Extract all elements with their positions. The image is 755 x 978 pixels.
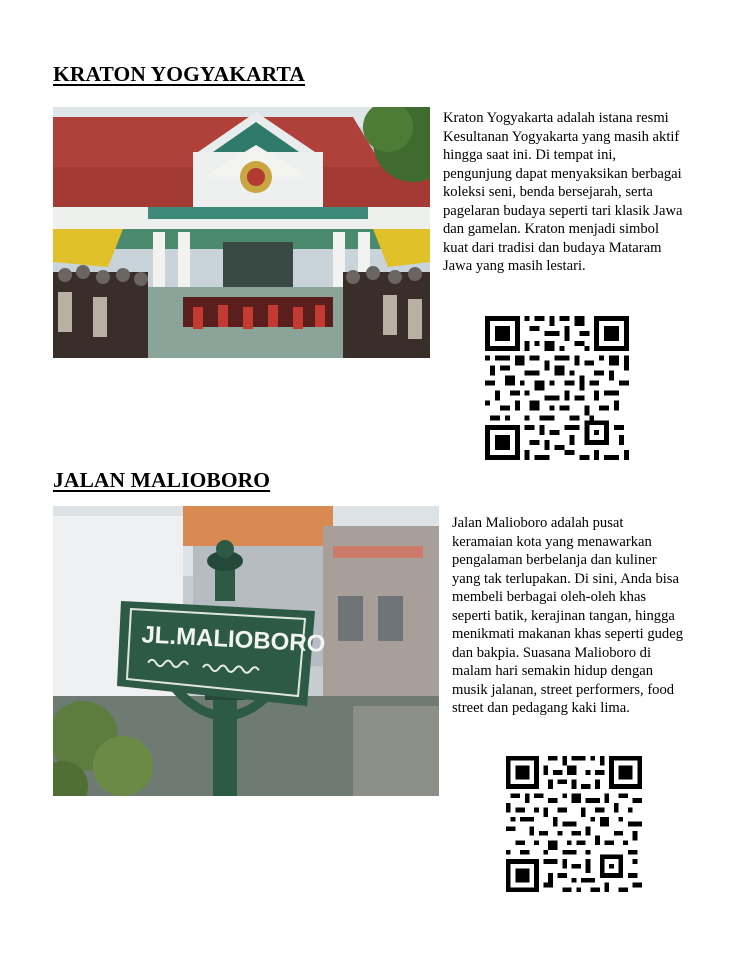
qr-code-malioboro [506,756,642,892]
kraton-description: Kraton Yogyakarta adalah istana resmi Kesultanan Yogyakarta yang masih aktif hingga saat ini. Di tempat ini, pengunjung dapat menyaksikan berbagai koleksi seni, benda bersejarah, serta pagelaran budaya seperti tari klasik Jawa dan gamelan. Kraton menjadi simbol kuat dari tradisi dan budaya Mataram Jawa yang masih lestari. [443,110,683,274]
qr-code-kraton [485,316,629,460]
section-title-malioboro: JALAN MALIOBORO [53,468,271,492]
street-sign-text: JL.MALIOBORO [140,621,326,658]
malioboro-description: Jalan Malioboro adalah pusat keramaian kota yang menawarkan pengalaman berbelanja dan kuliner yang tak terlupakan. Di sini, Anda bisa membeli berbagai oleh-oleh khas seperti batik, kerajinan tangan, hingga menikmati makanan khas seperti gudeg dan bakpia. Suasana Malioboro di malam hari semakin hidup dengan musik jalanan, street performers, food street dan pedagang kaki lima. [452,515,683,716]
kraton-palace-photo [53,107,430,358]
malioboro-street-sign-photo [53,506,439,796]
qr-code-icon[interactable] [506,756,642,892]
qr-code-icon[interactable] [485,316,629,460]
section-title-kraton: KRATON YOGYAKARTA [53,62,306,86]
